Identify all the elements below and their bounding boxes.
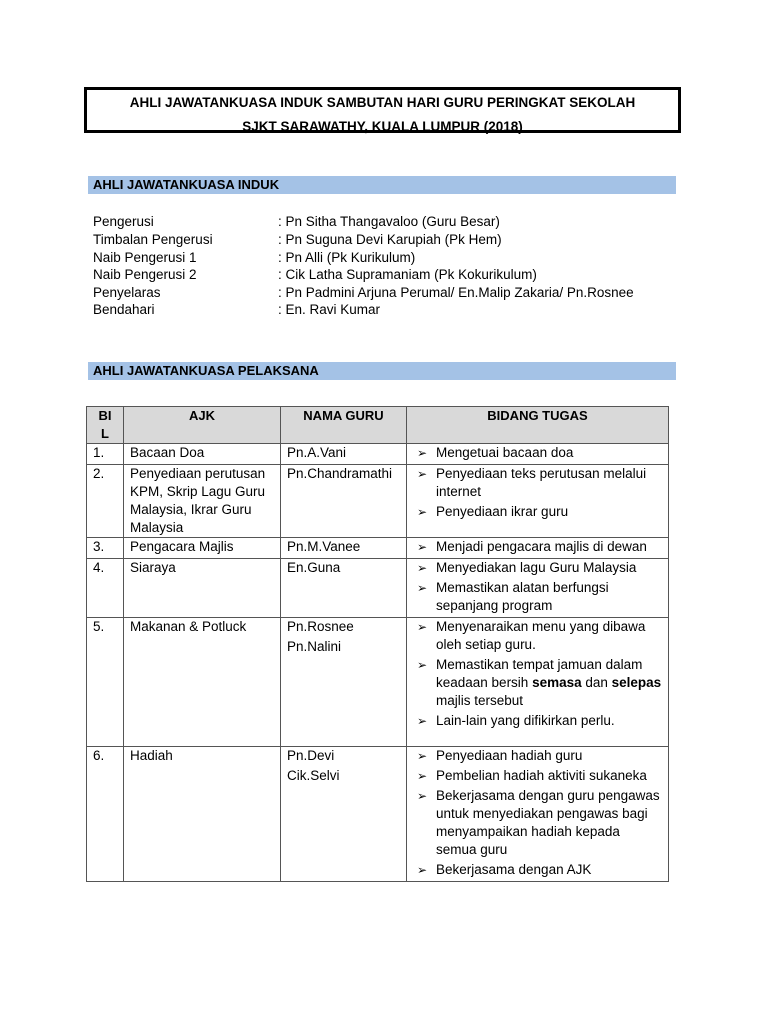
document-title-box bbox=[84, 87, 681, 133]
pelaksana-table bbox=[86, 406, 669, 882]
teacher-name: Pn.Chandramathi bbox=[287, 466, 393, 481]
task-item: ➢ Penyediaan ikrar guru bbox=[417, 504, 569, 519]
section-heading-pelaksana: AHLI JAWATANKUASA PELAKSANA bbox=[88, 362, 676, 380]
cell-tasks bbox=[407, 559, 669, 618]
member-name: : En. Ravi Kumar bbox=[278, 302, 381, 317]
task-item: ➢ Menjadi pengacara majlis di dewan bbox=[417, 539, 647, 554]
arrow-bullet-icon: ➢ bbox=[417, 467, 428, 481]
member-name: : Pn Alli (Pk Kurikulum) bbox=[278, 250, 416, 265]
task-item: ➢ Lain-lain yang difikirkan perlu. bbox=[417, 713, 615, 728]
arrow-bullet-icon: ➢ bbox=[417, 714, 428, 728]
task-item: ➢ Bekerjasama dengan AJK bbox=[417, 862, 592, 877]
task-item: ➢ Memastikan tempat jamuan dalam keadaan bersih semasa dan selepas majlis tersebut bbox=[417, 657, 662, 708]
arrow-bullet-icon: ➢ bbox=[417, 658, 428, 672]
cell-teachers bbox=[281, 538, 407, 559]
member-role: Pengerusi bbox=[93, 214, 154, 229]
header-nama-guru: NAMA GURU bbox=[281, 407, 407, 444]
task-item: ➢ Pembelian hadiah aktiviti sukaneka bbox=[417, 768, 647, 783]
arrow-bullet-icon: ➢ bbox=[417, 540, 428, 554]
cell-ajk: Siaraya bbox=[124, 559, 281, 618]
cell-teachers bbox=[281, 444, 407, 465]
table-row bbox=[87, 444, 669, 465]
cell-ajk: Hadiah bbox=[124, 747, 281, 882]
arrow-bullet-icon: ➢ bbox=[417, 581, 428, 595]
header-bil: BI L bbox=[87, 407, 124, 444]
teacher-name: Pn.M.Vanee bbox=[287, 539, 361, 554]
table-row bbox=[87, 465, 669, 538]
arrow-bullet-icon: ➢ bbox=[417, 446, 428, 460]
teacher-name: Pn.Devi bbox=[287, 748, 335, 763]
cell-bil: 4. bbox=[87, 559, 124, 618]
arrow-bullet-icon: ➢ bbox=[417, 620, 428, 634]
cell-tasks bbox=[407, 538, 669, 559]
member-role: Naib Pengerusi 1 bbox=[93, 250, 197, 265]
cell-bil: 3. bbox=[87, 538, 124, 559]
header-bidang-tugas: BIDANG TUGAS bbox=[407, 407, 669, 444]
cell-bil: 2. bbox=[87, 465, 124, 538]
cell-ajk: Penyediaan perutusan KPM, Skrip Lagu Guru Malaysia, Ikrar Guru Malaysia bbox=[124, 465, 281, 538]
cell-teachers bbox=[281, 465, 407, 538]
cell-tasks bbox=[407, 444, 669, 465]
table-row bbox=[87, 747, 669, 882]
member-name: : Pn Padmini Arjuna Perumal/ En.Malip Zakaria/ Pn.Rosnee bbox=[278, 285, 634, 300]
arrow-bullet-icon: ➢ bbox=[417, 561, 428, 575]
member-role: Naib Pengerusi 2 bbox=[93, 267, 197, 282]
header-ajk: AJK bbox=[124, 407, 281, 444]
table-row bbox=[87, 538, 669, 559]
table-row bbox=[87, 618, 669, 747]
teacher-name: En.Guna bbox=[287, 560, 341, 575]
member-role: Penyelaras bbox=[93, 285, 161, 300]
task-item: ➢ Memastikan alatan berfungsi sepanjang program bbox=[417, 580, 609, 613]
cell-ajk: Pengacara Majlis bbox=[124, 538, 281, 559]
cell-tasks bbox=[407, 618, 669, 747]
cell-teachers bbox=[281, 559, 407, 618]
member-name: : Pn Suguna Devi Karupiah (Pk Hem) bbox=[278, 232, 502, 247]
cell-bil: 1. bbox=[87, 444, 124, 465]
cell-ajk: Makanan & Potluck bbox=[124, 618, 281, 747]
task-item: ➢ Mengetuai bacaan doa bbox=[417, 445, 574, 460]
teacher-name: Pn.Nalini bbox=[287, 639, 342, 654]
teacher-name: Cik.Selvi bbox=[287, 768, 340, 783]
title-line-1: AHLI JAWATANKUASA INDUK SAMBUTAN HARI GURU PERINGKAT SEKOLAH bbox=[129, 95, 636, 110]
teacher-name: Pn.Rosnee bbox=[287, 619, 354, 634]
member-role: Timbalan Pengerusi bbox=[93, 232, 213, 247]
cell-tasks bbox=[407, 747, 669, 882]
task-item: ➢ Penyediaan hadiah guru bbox=[417, 748, 583, 763]
arrow-bullet-icon: ➢ bbox=[417, 749, 428, 763]
cell-bil: 5. bbox=[87, 618, 124, 747]
cell-teachers bbox=[281, 618, 407, 747]
cell-tasks bbox=[407, 465, 669, 538]
cell-ajk: Bacaan Doa bbox=[124, 444, 281, 465]
cell-bil: 6. bbox=[87, 747, 124, 882]
member-role: Bendahari bbox=[93, 302, 155, 317]
task-item: ➢ Penyediaan teks perutusan melalui internet bbox=[417, 466, 647, 499]
member-name: : Cik Latha Supramaniam (Pk Kokurikulum) bbox=[278, 267, 537, 282]
section-heading-induk: AHLI JAWATANKUASA INDUK bbox=[88, 176, 676, 194]
member-name: : Pn Sitha Thangavaloo (Guru Besar) bbox=[278, 214, 500, 229]
title-line-2: SJKT SARAWATHY, KUALA LUMPUR (2018) bbox=[242, 119, 523, 134]
task-item: ➢ Menyediakan lagu Guru Malaysia bbox=[417, 560, 637, 575]
arrow-bullet-icon: ➢ bbox=[417, 505, 428, 519]
table-header-row bbox=[87, 407, 669, 444]
arrow-bullet-icon: ➢ bbox=[417, 863, 428, 877]
teacher-name: Pn.A.Vani bbox=[287, 445, 347, 460]
task-item: ➢ Menyenaraikan menu yang dibawa oleh setiap guru. bbox=[417, 619, 646, 652]
cell-teachers bbox=[281, 747, 407, 882]
table-row bbox=[87, 559, 669, 618]
arrow-bullet-icon: ➢ bbox=[417, 789, 428, 803]
arrow-bullet-icon: ➢ bbox=[417, 769, 428, 783]
task-item: ➢ Bekerjasama dengan guru pengawas untuk menyediakan pengawas bagi menyampaikan hadiah kepada semua guru bbox=[417, 788, 660, 857]
